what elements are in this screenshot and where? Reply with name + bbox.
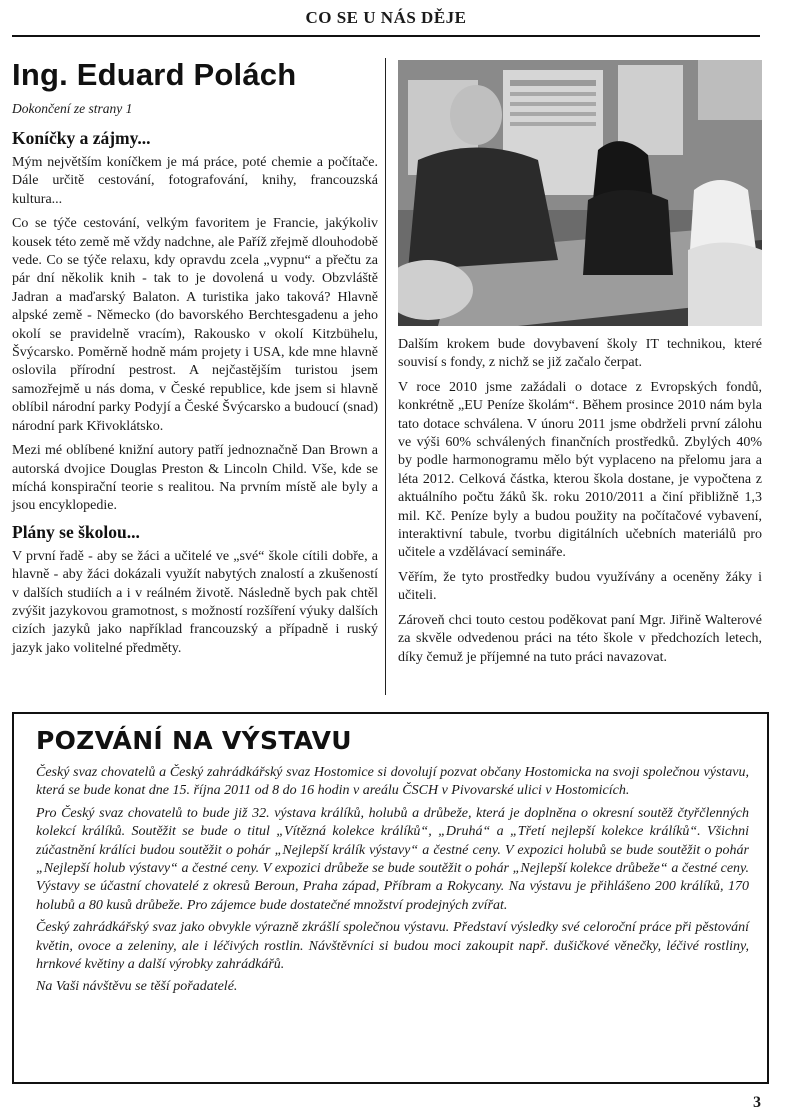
right-paragraph: V roce 2010 jsme zažádali o dotace z Evropských fondů, konkrétně „EU Peníze školám“. Během prosince 2010 nám byla tato dotace schválena. V únoru 2011 jsme obdrželi první zálohu ve výši 60% schválených finančních prostředků. Zbylých 40% by podle harmonogramu mělo být vyplaceno na přelomu jara a léta 2012. Celková částka, kterou škola dostane, je vypočtena z aktuálního počtu žáků šk. roku 2010/2011 a činí přibližně 1,3 mil. Kč. Peníze byly a budou použity na počítačové vybavení, interaktivní tabule, tvorbu digitálních učebních materiálů pro učitele a vzdělávací semináře.: [398, 379, 762, 561]
article-title: Ing. Eduard Polách: [12, 57, 297, 92]
right-paragraph: Dalším krokem bude dovybavení školy IT technikou, které souvisí s fondy, z nichž se již začalo čerpat.: [398, 337, 762, 371]
hobbies-paragraph: Mezi mé oblíbené knižní autory patří jednoznačně Dan Brown a autorská dvojice Douglas Preston & Lincoln Child. Vše, kde se míchá konspirační teorie s realitou. Na prvním místě ale byly a jsou encyklopedie.: [12, 443, 378, 514]
invitation-title: POZVÁNÍ NA VÝSTAVU: [36, 726, 352, 755]
continued-note: Dokončení ze strany 1: [12, 101, 133, 116]
right-paragraph: Zároveň chci touto cestou poděkovat paní Mgr. Jiřině Walterové za skvěle odvedenou práci na této škole v předchozích letech, díky čemuž je příjemné na tuto práci navazovat.: [398, 612, 762, 665]
running-head: CO SE U NÁS DĚJE: [305, 8, 467, 27]
column-divider: [385, 58, 386, 695]
classroom-photo: [398, 60, 762, 326]
right-column: [398, 60, 762, 673]
plans-paragraph: V první řadě - aby se žáci a učitelé ve „své“ škole cítili dobře, a hlavně - aby žáci dokázali využít nabytých znalostí a zkušeností v dalších studiích a i v reálném životě. Následně bych pak chtěl zvýšit jazykovou gramotnost, s možností rozšíření výuky dalších cizích jazyků jako například francouzský a případně i ruský jazyk jako volitelné předměty.: [12, 548, 378, 656]
invitation-paragraph: Český svaz chovatelů a Český zahrádkářský svaz Hostomice si dovolují pozvat občany Hostomicka na svoji společnou výstavu, která se bude konat dne 15. října 2011 od 8 do 16 hodin v areálu ČSCH v Pivovarské ulici v Hostomicích.: [36, 765, 749, 799]
invitation-paragraph: Český zahrádkářský svaz jako obvykle výrazně zkrášlí společnou výstavu. Představí výsledky své celoroční práce při pěstování květin, ovoce a zeleniny, ale i léčivých rostlin. Návštěvníci si budou moci zakoupit např. dušičkové věnečky, léčivé rostliny, hrnkové květiny a další výrobky zahrádkářů.: [36, 920, 749, 973]
hobbies-paragraph: Co se týče cestování, velkým favoritem je Francie, jakýkoliv kousek této země mě vždy nadchne, ale Paříž zřejmě dlouhodobě vede. Co se týče relaxu, kdy opravdu zcela „vypnu“ a přečtu za pár dní několik knih - tak to je dovolená u vody. Obzvláště Jadran a maďarský Balaton. A turistika jako taková? Hlavně alpské země - Německo (do bavorského Berchtesgadenu a jeho okolí se pravidelně vracím), Rakousko v okolí Kitzbühelu, Švýcarsko. Poměrně hodně mám projety i USA, kde mne hlavně oslovila přírodní pestrost. A nejčastějším turistou jsem samozřejmě u nás doma, v České republice, kde jsem si hlavně oblíbil národní parky Podyjí a České Švýcarsko a budoucí (snad) národní park Křivoklátsko.: [12, 216, 378, 434]
left-column: [12, 56, 378, 664]
invitation-box: [12, 712, 769, 1084]
invitation-paragraph: Pro Český svaz chovatelů to bude již 32. výstava králíků, holubů a drůbeže, která je doplněna o okresní soutěž čtyřčlenných kolekcí králíků. Soutěžit se bude o titul „Vítězná kolekce králíků“, „Druhá“ a „Třetí nejlepší kolekce králíků“. Všichni zúčastnění králíci budou soutěžit o pohár „Nejlepší králík výstavy“ a čestné ceny. V expozici holubů se bude soutěžit o pohár „Nejlepší holub výstavy“ a čestné ceny. V expozici drůbeže se bude soutěžit o pohár „Nejlepší kolekce drůbeže“ a čestné ceny. Výstavy se účastní chovatelé z okresů Beroun, Praha západ, Příbram a Rokycany. Na výstavu je přihlášeno 200 králíků, 170 holubů a 80 kusů drůbeže. Pro zájemce bude dostatečné množství prodejných zvířat.: [36, 805, 749, 913]
header-rule: [12, 35, 760, 37]
right-paragraph: Věřím, že tyto prostředky budou využívány a oceněny žáky i učiteli.: [398, 569, 762, 604]
hobbies-paragraph: Mým největším koníčkem je má práce, poté chemie a počítače. Dále určitě cestování, fotografování, knihy, francouzská kultura...: [12, 155, 378, 207]
page-number: 3: [753, 1094, 761, 1111]
plans-heading: Plány se školou...: [12, 521, 140, 542]
invitation-paragraph: Na Vaši návštěvu se těší pořadatelé.: [36, 979, 238, 995]
hobbies-heading: Koníčky a zájmy...: [12, 128, 151, 148]
